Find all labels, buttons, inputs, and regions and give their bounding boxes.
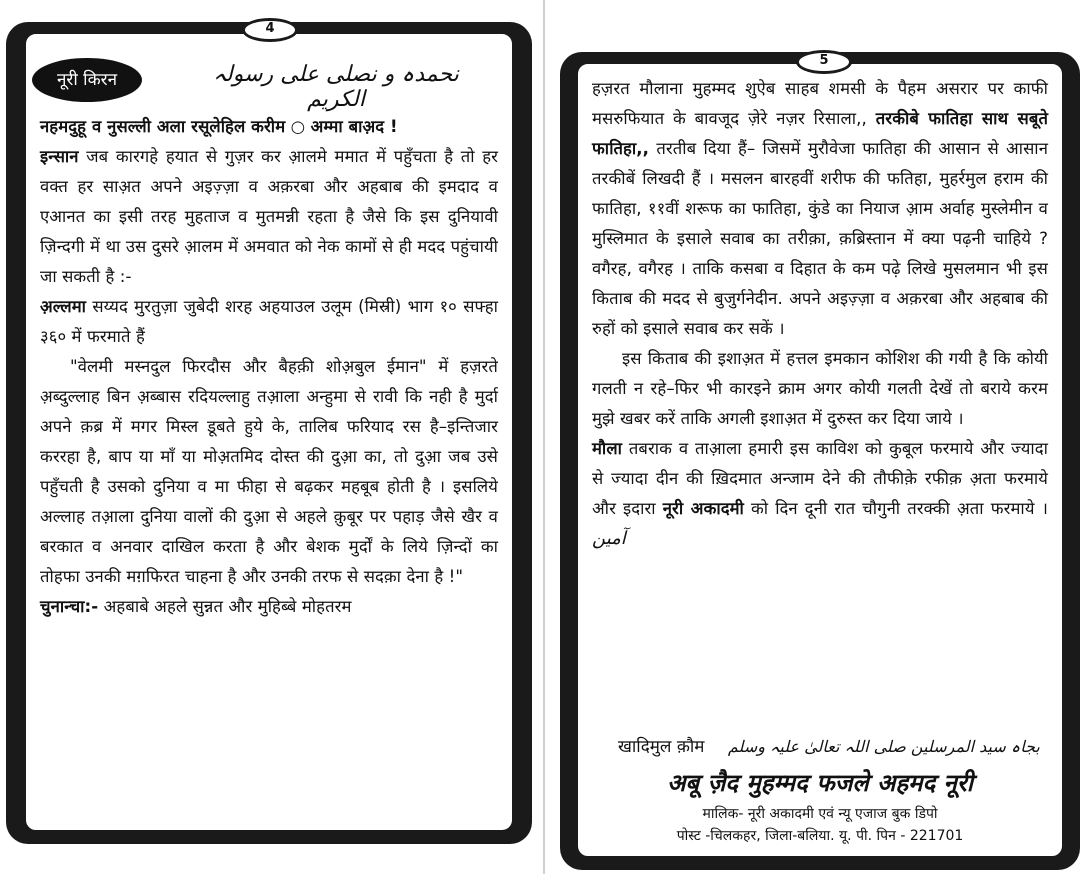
right-paragraph-2: इस किताब की इशाअ़त में हत्तल इमकान कोशिश की गयी है कि कोयी गलती न रहे–फिर भी कारइने क्राम अगर कोयी गलती देखें तो बराये करम मुझे खबर करें ताकि अगली इशाअ़त में दुरुस्त कर दिया जाये । bbox=[592, 349, 1048, 428]
author-name: अबू ज़ैद मुहम्मद फजले अहमद नूरी bbox=[667, 769, 973, 797]
page-number-left: 4 bbox=[242, 18, 298, 42]
urdu-blessing: بجاہ سید المرسلین صلی اللہ تعالیٰ علیہ وسلم bbox=[727, 737, 1040, 756]
signature-row bbox=[618, 734, 1048, 757]
right-paragraph-1: हज़रत मौलाना मुहम्मद शुऐब साहब शमसी के पैहम असरार पर काफी मसरुफियात के बावजूद ज़ेरे नज़र रिसाला,, तरकीबे फातिहा साथ सबूते फातिहा,, तरतीब दिया हैं– जिसमें मुरौवेजा फातिहा की आसान से आसान तरकीबें लिखदी हैं । मसलन बारहवीं शरीफ की फतिहा, मुहर्रमुल हराम की फातिहा, ११वीं शरूफ का फातिहा, कुंडे का नियाज आ़म अर्वाह मुस्लेमीन व मुस्लिमात के इसाले सवाब का तरीक़ा, क़ब्रिस्तान में क्या पढ़नी चाहिये ? वगैरह, वगैरह । ताकि कसबा व दिहात के कम पढ़े लिखे मुसलमान भी इस किताब की मदद से बुजुर्गनेदीन. अपने अइज़्ज़ा व अक़रबा और अहबाब की रुहों को इसाले सवाब कर सकें । bbox=[592, 79, 1049, 338]
publisher-address: पोस्ट -चिलकहर, जिला-बलिया. यू. पी. पिन - 221701 bbox=[676, 828, 964, 844]
amin-urdu: آمین bbox=[592, 528, 626, 549]
right-paragraph-3: मौला तबराक व ताआ़ला हमारी इस काविश को कुबूल फरमाये और ज्यादा से ज्यादा दीन की ख़िदमात अन्जाम देने की तौफीक़े रफीक़ अ़ता फरमाये और इदारा नूरी अकादमी को दिन दूनी रात चौगुनी तरक्की अ़ता फरमाये । آمین bbox=[592, 439, 1049, 549]
noori-kiran-badge: नूरी किरन bbox=[32, 58, 142, 102]
page-gutter bbox=[543, 0, 545, 874]
left-paragraph-3: "वेलमी मस्नदुल फिरदौस और बैहक़ी शोअ़बुल ईमान" में हज़रते अ़ब्दुल्लाह बिन अ़ब्बास रदियल्लाहु तआ़ला अन्हुमा से रावी कि नही है मुर्दा अपने क़ब्र में मगर मिस्ल डूबते हुये के, तालिब फरियाद रस है–इन्तिजार कररहा है, बाप या माँ या मोअ़तमिद दोस्त की दुआ़ का, तो दुआ़ जब उसे पहुँचती है उसको दुनिया व मा फीहा से बढ़कर महबूब होती है । इसलिये अल्लाह तआ़ला दुनिया वालों की दुआ़ से अहले क़ुबूर पर पहाड़ जैसे खैर व बरकात व अनवार दाखिल करता है और बेशक मुर्दों के लिये ज़िन्दों का तोहफा उनकी मग़फिरत चाहना है और उनकी तरफ से सदक़ा देना है !" bbox=[40, 357, 498, 586]
khadim-label: खादिमुल क़ौम bbox=[618, 737, 705, 757]
left-paragraph-4: चुनान्चा:- अहबाबे अहले सुन्नत और मुहिब्बे मोहतरम bbox=[40, 597, 352, 616]
left-paragraph-1: इन्सान जब कारगहे हयात से गुज़र कर आ़लमे ममात में पहुँचता है तो हर वक्त हर साअ़त अपने अइज़्ज़ा व अक़रबा और अहबाब की इमदाद व एआनत का इसी तरह मुहताज व मुतमन्नी रहता है जैसे कि इस दुनियावी ज़िन्दगी में था उस दुसरे आ़लम में अमवात को नेक कामों से ही मदद पहुंचायी जा सकती है :- bbox=[40, 147, 499, 286]
left-page bbox=[6, 22, 532, 844]
right-page bbox=[560, 52, 1080, 870]
right-page-inner bbox=[576, 62, 1064, 858]
publisher-owner: मालिक- नूरी अकादमी एवं न्यू एजाज बुक डिपो bbox=[702, 806, 938, 822]
page-number-right: 5 bbox=[796, 50, 852, 74]
left-text-block bbox=[40, 112, 498, 622]
left-paragraph-2: अ़ल्लमा सय्यद मुरतुज़ा जुबेदी शरह अहयाउल उलूम (मिस्री) भाग १० सफ्हा ३६० में फरमाते हैं bbox=[40, 297, 498, 346]
intro-line: नहमदुहू व नुसल्ली अला रसूलेहिल करीम ○ अम्मा बाअ़द ! bbox=[40, 117, 398, 136]
urdu-header: نحمدہ و نصلی علی رسولہ الکریم bbox=[213, 62, 459, 112]
right-text-block bbox=[592, 74, 1048, 554]
left-page-inner bbox=[24, 32, 514, 832]
